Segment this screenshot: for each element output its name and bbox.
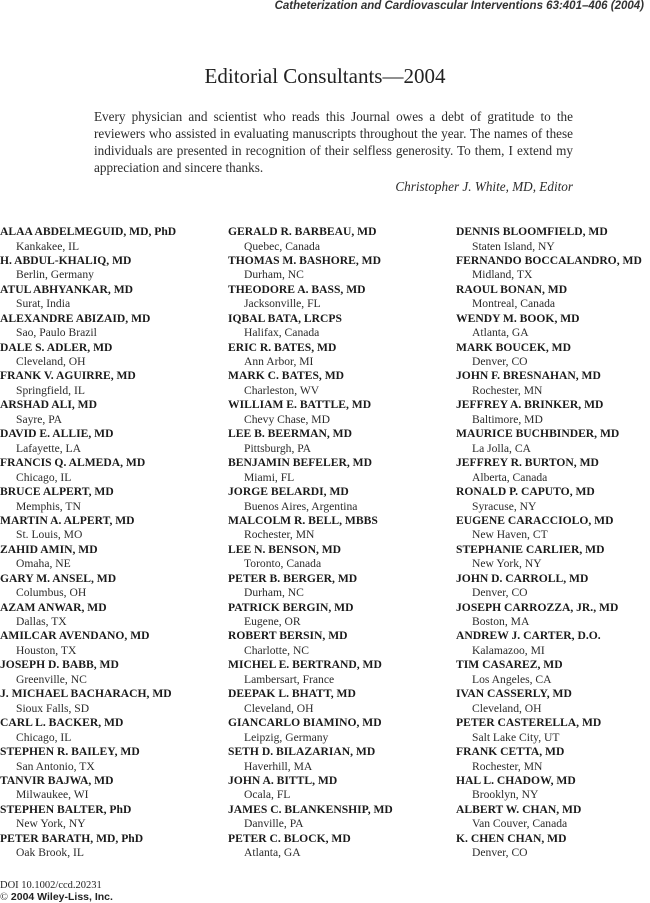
- editor-signature: Christopher J. White, MD, Editor: [395, 179, 573, 194]
- consultant-entry: [0, 398, 226, 427]
- consultant-name: ROBERT BERSIN, MD: [228, 629, 348, 643]
- consultant-name: JORGE BELARDI, MD: [228, 485, 349, 499]
- consultant-location: Lafayette, LA: [16, 441, 82, 455]
- consultant-entry: [0, 283, 226, 312]
- consultant-name: MARK BOUCEK, MD: [456, 340, 571, 354]
- consultant-entry: [456, 601, 650, 630]
- consultant-entry: [456, 629, 650, 658]
- consultant-name: BENJAMIN BEFELER, MD: [228, 456, 372, 470]
- consultant-location: Boston, MA: [472, 615, 530, 629]
- consultant-name: JOSEPH D. BABB, MD: [0, 658, 119, 672]
- consultant-entry: [0, 803, 226, 832]
- consultant-name: PETER B. BERGER, MD: [228, 571, 358, 585]
- consultant-name: MALCOLM R. BELL, MBBS: [228, 513, 378, 527]
- consultant-name: ALBERT W. CHAN, MD: [456, 802, 582, 816]
- consultant-location: Rochester, MN: [472, 383, 543, 397]
- consultant-entry: [228, 283, 454, 312]
- consultant-location: Chicago, IL: [16, 730, 72, 744]
- consultant-entry: [0, 312, 226, 341]
- doi-line: DOI 10.1002/ccd.20231: [0, 880, 102, 891]
- consultant-location: Atlanta, GA: [472, 326, 529, 340]
- consultant-name: EUGENE CARACCIOLO, MD: [456, 513, 614, 527]
- consultant-name: IQBAL BATA, LRCPS: [228, 311, 342, 325]
- consultant-name: JEFFREY R. BURTON, MD: [456, 456, 599, 470]
- consultant-name: ERIC R. BATES, MD: [228, 340, 337, 354]
- consultant-name: JOHN A. BITTL, MD: [228, 773, 338, 787]
- consultant-name: JOHN F. BRESNAHAN, MD: [456, 369, 601, 383]
- consultant-entry: [0, 341, 226, 370]
- consultant-name: DEEPAK L. BHATT, MD: [228, 687, 356, 701]
- consultant-location: Denver, CO: [472, 586, 528, 600]
- consultant-location: Kalamazoo, MI: [472, 643, 545, 657]
- consultant-location: Denver, CO: [472, 846, 528, 860]
- consultant-name: MARK C. BATES, MD: [228, 369, 345, 383]
- consultant-location: Sao, Paulo Brazil: [16, 326, 97, 340]
- consultant-name: RONALD P. CAPUTO, MD: [456, 485, 595, 499]
- consultant-name: WENDY M. BOOK, MD: [456, 311, 580, 325]
- consultant-location: Cleveland, OH: [472, 701, 542, 715]
- consultants-column-2: [228, 225, 454, 861]
- consultant-entry: [0, 225, 226, 254]
- consultant-entry: [228, 803, 454, 832]
- consultant-name: K. CHEN CHAN, MD: [456, 831, 567, 845]
- consultant-name: THEODORE A. BASS, MD: [228, 282, 366, 296]
- consultant-location: Cleveland, OH: [244, 701, 314, 715]
- consultant-location: Chevy Chase, MD: [244, 412, 330, 426]
- running-head: Catheterization and Cardiovascular Interventions 63:401–406 (2004): [274, 0, 644, 12]
- consultant-entry: [456, 774, 650, 803]
- consultant-location: New Haven, CT: [472, 528, 548, 542]
- consultant-name: SETH D. BILAZARIAN, MD: [228, 745, 376, 759]
- consultant-location: Oak Brook, IL: [16, 846, 84, 860]
- consultant-location: Sayre, PA: [16, 412, 62, 426]
- consultant-name: BRUCE ALPERT, MD: [0, 485, 114, 499]
- consultant-entry: [228, 485, 454, 514]
- consultant-location: Eugene, OR: [244, 615, 301, 629]
- consultant-entry: [228, 832, 454, 861]
- consultant-entry: [456, 427, 650, 456]
- consultant-name: PETER C. BLOCK, MD: [228, 831, 351, 845]
- consultant-location: Alberta, Canada: [472, 470, 548, 484]
- consultant-entry: [0, 832, 226, 861]
- consultant-entry: [0, 514, 226, 543]
- consultant-location: Durham, NC: [244, 268, 304, 282]
- consultant-entry: [228, 543, 454, 572]
- consultant-name: JOHN D. CARROLL, MD: [456, 571, 589, 585]
- consultant-name: MARTIN A. ALPERT, MD: [0, 513, 135, 527]
- consultant-name: DAVID E. ALLIE, MD: [0, 427, 114, 441]
- consultant-name: GIANCARLO BIAMINO, MD: [228, 716, 382, 730]
- consultant-entry: [0, 543, 226, 572]
- consultant-name: WILLIAM E. BATTLE, MD: [228, 398, 372, 412]
- consultant-location: Staten Island, NY: [472, 239, 555, 253]
- consultant-name: PETER BARATH, MD, PhD: [0, 831, 144, 845]
- consultant-location: Ann Arbor, MI: [244, 355, 314, 369]
- consultant-name: STEPHANIE CARLIER, MD: [456, 542, 605, 556]
- consultant-location: New York, NY: [16, 817, 86, 831]
- consultant-name: THOMAS M. BASHORE, MD: [228, 253, 381, 267]
- consultant-name: FRANK CETTA, MD: [456, 745, 565, 759]
- consultant-entry: [0, 601, 226, 630]
- consultant-location: Lambersart, France: [244, 672, 335, 686]
- consultant-entry: [456, 456, 650, 485]
- consultant-entry: [228, 369, 454, 398]
- consultant-entry: [456, 225, 650, 254]
- consultant-name: HAL L. CHADOW, MD: [456, 773, 576, 787]
- consultant-location: Brooklyn, NY: [472, 788, 539, 802]
- copyright-text: 2004 Wiley-Liss, Inc.: [10, 890, 113, 903]
- consultant-location: Houston, TX: [16, 643, 77, 657]
- consultant-entry: [228, 312, 454, 341]
- consultant-name: PATRICK BERGIN, MD: [228, 600, 354, 614]
- consultant-name: ALAA ABDELMEGUID, MD, PhD: [0, 225, 177, 238]
- consultant-name: IVAN CASSERLY, MD: [456, 687, 572, 701]
- consultant-location: Salt Lake City, UT: [472, 730, 560, 744]
- consultant-location: Denver, CO: [472, 355, 528, 369]
- consultant-entry: [228, 745, 454, 774]
- consultant-entry: [228, 427, 454, 456]
- consultant-entry: [0, 658, 226, 687]
- consultant-location: La Jolla, CA: [472, 441, 531, 455]
- consultant-location: Sioux Falls, SD: [16, 701, 90, 715]
- consultant-entry: [228, 658, 454, 687]
- consultant-location: Pittsburgh, PA: [244, 441, 312, 455]
- consultant-location: Chicago, IL: [16, 470, 72, 484]
- consultant-location: Jacksonville, FL: [244, 297, 321, 311]
- consultant-entry: [456, 832, 650, 861]
- consultant-location: Toronto, Canada: [244, 557, 322, 571]
- consultant-entry: [456, 803, 650, 832]
- consultant-location: Memphis, TN: [16, 499, 81, 513]
- consultant-entry: [0, 629, 226, 658]
- page-title: Editorial Consultants—2004: [204, 64, 446, 88]
- consultant-location: Danville, PA: [244, 817, 304, 831]
- consultant-entry: [456, 745, 650, 774]
- consultant-name: JEFFREY A. BRINKER, MD: [456, 398, 604, 412]
- copyright-symbol: ©: [0, 891, 8, 903]
- consultant-entry: [456, 514, 650, 543]
- consultant-location: Leipzig, Germany: [244, 730, 329, 744]
- consultant-entry: [228, 629, 454, 658]
- consultant-name: GARY M. ANSEL, MD: [0, 571, 117, 585]
- consultant-name: DENNIS BLOOMFIELD, MD: [456, 225, 608, 238]
- consultant-name: ALEXANDRE ABIZAID, MD: [0, 311, 151, 325]
- consultant-location: Buenos Aires, Argentina: [244, 499, 358, 513]
- consultant-location: Rochester, MN: [472, 759, 543, 773]
- consultant-name: MAURICE BUCHBINDER, MD: [456, 427, 620, 441]
- consultant-location: Atlanta, GA: [244, 846, 301, 860]
- consultant-name: AZAM ANWAR, MD: [0, 600, 107, 614]
- consultant-name: FERNANDO BOCCALANDRO, MD: [456, 253, 642, 267]
- consultant-name: STEPHEN R. BAILEY, MD: [0, 745, 140, 759]
- consultants-column-3: [456, 225, 650, 861]
- page-footer: [0, 880, 113, 903]
- consultant-name: H. ABDUL-KHALIQ, MD: [0, 253, 132, 267]
- consultant-name: J. MICHAEL BACHARACH, MD: [0, 687, 172, 701]
- consultant-location: Charlotte, NC: [244, 643, 310, 657]
- consultant-entry: [456, 341, 650, 370]
- consultant-location: Syracuse, NY: [472, 499, 537, 513]
- consultant-location: Ocala, FL: [244, 788, 291, 802]
- consultant-name: GERALD R. BARBEAU, MD: [228, 225, 377, 238]
- consultant-entry: [0, 427, 226, 456]
- consultant-entry: [0, 254, 226, 283]
- consultant-name: LEE B. BEERMAN, MD: [228, 427, 352, 441]
- consultant-entry: [456, 485, 650, 514]
- consultant-location: San Antonio, TX: [16, 759, 95, 773]
- consultant-location: Haverhill, MA: [244, 759, 313, 773]
- consultant-entry: [456, 572, 650, 601]
- consultant-location: Columbus, OH: [16, 586, 87, 600]
- consultant-name: JAMES C. BLANKENSHIP, MD: [228, 802, 393, 816]
- consultant-entry: [0, 572, 226, 601]
- consultant-location: Charleston, WV: [244, 383, 320, 397]
- consultant-location: Baltimore, MD: [472, 412, 543, 426]
- consultant-location: Dallas, TX: [16, 615, 67, 629]
- consultant-name: FRANK V. AGUIRRE, MD: [0, 369, 136, 383]
- consultant-location: Greenville, NC: [16, 672, 87, 686]
- consultant-name: TANVIR BAJWA, MD: [0, 773, 114, 787]
- consultant-entry: [0, 745, 226, 774]
- consultant-location: Miami, FL: [244, 470, 295, 484]
- consultant-name: STEPHEN BALTER, PhD: [0, 802, 132, 816]
- consultant-entry: [0, 485, 226, 514]
- consultant-location: St. Louis, MO: [16, 528, 83, 542]
- consultant-name: LEE N. BENSON, MD: [228, 542, 342, 556]
- consultant-entry: [228, 254, 454, 283]
- consultant-entry: [456, 658, 650, 687]
- consultant-name: MICHEL E. BERTRAND, MD: [228, 658, 382, 672]
- consultant-location: Rochester, MN: [244, 528, 315, 542]
- consultant-entry: [456, 398, 650, 427]
- consultant-location: Van Couver, Canada: [472, 817, 568, 831]
- consultant-location: Quebec, Canada: [244, 239, 320, 253]
- consultant-entry: [228, 687, 454, 716]
- consultant-entry: [456, 369, 650, 398]
- consultant-name: ATUL ABHYANKAR, MD: [0, 282, 134, 296]
- consultant-name: AMILCAR AVENDANO, MD: [0, 629, 150, 643]
- consultant-location: Berlin, Germany: [16, 268, 94, 282]
- consultant-name: TIM CASAREZ, MD: [456, 658, 563, 672]
- consultant-location: Kankakee, IL: [16, 239, 80, 253]
- consultant-name: JOSEPH CARROZZA, JR., MD: [456, 600, 619, 614]
- consultant-name: ARSHAD ALI, MD: [0, 398, 97, 412]
- consultant-location: Halifax, Canada: [244, 326, 320, 340]
- consultant-name: PETER CASTERELLA, MD: [456, 716, 602, 730]
- consultant-location: New York, NY: [472, 557, 542, 571]
- consultant-name: FRANCIS Q. ALMEDA, MD: [0, 456, 146, 470]
- consultant-entry: [228, 601, 454, 630]
- copyright-line: [0, 892, 113, 903]
- intro-paragraph: Every physician and scientist who reads this Journal owes a debt of gratitude to the reviewers who assisted in evaluating manuscripts throughout the year. The names of these individuals are presented in recognition of their selfless generosity. To them, I extend my appreciation and sincere thanks.: [94, 109, 573, 175]
- consultant-location: Durham, NC: [244, 586, 304, 600]
- consultant-name: ANDREW J. CARTER, D.O.: [456, 629, 601, 643]
- consultant-entry: [456, 543, 650, 572]
- consultant-entry: [456, 716, 650, 745]
- consultant-entry: [228, 456, 454, 485]
- consultant-name: CARL L. BACKER, MD: [0, 716, 124, 730]
- consultant-entry: [0, 716, 226, 745]
- consultants-column-1: [0, 225, 226, 861]
- consultant-location: Springfield, IL: [16, 383, 85, 397]
- consultant-name: DALE S. ADLER, MD: [0, 340, 113, 354]
- consultant-name: ZAHID AMIN, MD: [0, 542, 98, 556]
- consultant-location: Montreal, Canada: [472, 297, 556, 311]
- consultant-entry: [0, 774, 226, 803]
- consultant-name: RAOUL BONAN, MD: [456, 282, 568, 296]
- consultant-entry: [228, 398, 454, 427]
- consultant-location: Milwaukee, WI: [16, 788, 89, 802]
- consultant-location: Surat, India: [16, 297, 71, 311]
- consultant-entry: [228, 716, 454, 745]
- consultant-location: Midland, TX: [472, 268, 533, 282]
- consultant-entry: [228, 774, 454, 803]
- consultant-location: Cleveland, OH: [16, 355, 86, 369]
- consultant-entry: [228, 341, 454, 370]
- consultant-entry: [0, 369, 226, 398]
- consultant-location: Los Angeles, CA: [472, 672, 552, 686]
- consultant-entry: [0, 456, 226, 485]
- consultant-location: Omaha, NE: [16, 557, 71, 571]
- consultant-entry: [228, 572, 454, 601]
- consultant-entry: [456, 687, 650, 716]
- consultant-entry: [228, 225, 454, 254]
- consultant-entry: [0, 687, 226, 716]
- consultant-entry: [228, 514, 454, 543]
- consultant-entry: [456, 283, 650, 312]
- consultant-entry: [456, 254, 650, 283]
- consultant-entry: [456, 312, 650, 341]
